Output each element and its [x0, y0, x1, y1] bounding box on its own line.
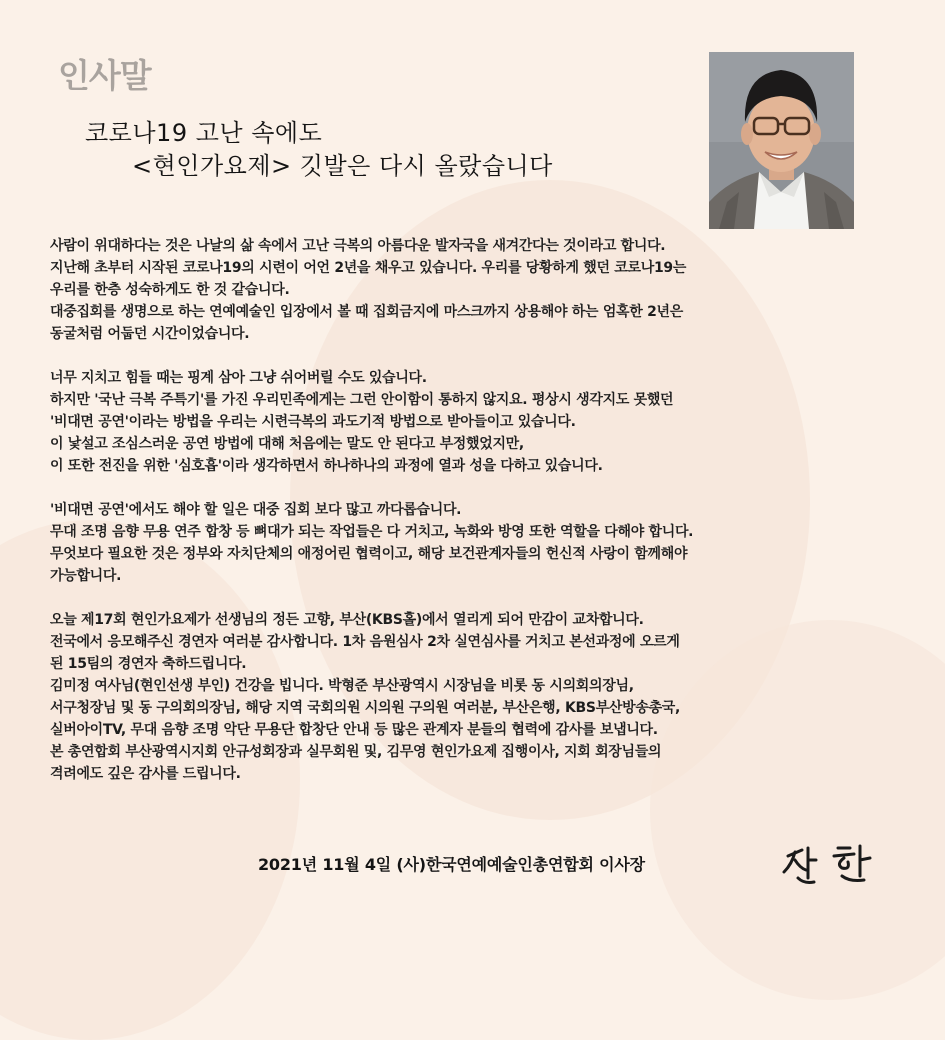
text-line: 서구청장님 및 동 구의회의장님, 해당 지역 국회의원 시의원 구의원 여러분, 부산은행, KBS부산방송총국, — [50, 700, 681, 716]
text-line: 무엇보다 필요한 것은 정부와 자치단체의 애정어린 협력이고, 해당 보건관계자들의 헌신적 사랑이 함께해야 — [50, 546, 688, 562]
text-line: 격려에도 깊은 감사를 드립니다. — [50, 766, 241, 782]
page-heading: 인사말 — [58, 57, 151, 94]
paragraph-1 — [50, 235, 920, 345]
text-line: 대중집회를 생명으로 하는 연예예술인 입장에서 볼 때 집회금지에 마스크까지 상용해야 하는 엄혹한 2년은 — [50, 304, 683, 320]
text-line: '비대면 공연'이라는 방법을 우리는 시련극복의 과도기적 방법으로 받아들이고 있습니다. — [50, 414, 576, 430]
text-line: 무대 조명 음향 무용 연주 합창 등 뼈대가 되는 작업들은 다 거치고, 녹화와 방영 또한 역할을 다해야 합니다. — [50, 524, 694, 540]
text-line: 김미정 여사님(현인선생 부인) 건강을 빕니다. 박형준 부산광역시 시장님을 비롯 동 시의회의장님, — [50, 678, 634, 694]
portrait-icon — [709, 52, 854, 229]
headline-line-2: <현인가요제> 깃발은 다시 올랐습니다 — [132, 152, 553, 180]
paragraph-4 — [50, 609, 920, 785]
text-line: 우리를 한층 성숙하게도 한 것 같습니다. — [50, 282, 290, 298]
text-line: 된 15팀의 경연자 축하드립니다. — [50, 656, 247, 672]
text-line: 실버아이TV, 무대 음향 조명 악단 무용단 합창단 안내 등 많은 관계자 분들의 협력에 감사를 보냅니다. — [50, 722, 658, 738]
text-line: 이 또한 전진을 위한 '심호흡'이라 생각하면서 하나하나의 과정에 열과 성을 다하고 있습니다. — [50, 458, 603, 474]
headline-line-1: 코로나19 고난 속에도 — [85, 119, 323, 147]
text-line: 지난해 초부터 시작된 코로나19의 시련이 어언 2년을 채우고 있습니다. 우리를 당황하게 했던 코로나19는 — [50, 260, 687, 276]
paragraph-2 — [50, 367, 920, 477]
text-line: 이 낯설고 조심스러운 공연 방법에 대해 처음에는 말도 안 된다고 부정했었지만, — [50, 436, 524, 452]
text-line: 너무 지치고 힘들 때는 핑계 삼아 그냥 쉬어버릴 수도 있습니다. — [50, 370, 427, 386]
text-line: 가능합니다. — [50, 568, 122, 584]
handwritten-signature-icon — [780, 838, 880, 888]
text-line: 하지만 '국난 극복 주특기'를 가진 우리민족에게는 그런 안이함이 통하지 않지요. 평상시 생각지도 못했던 — [50, 392, 674, 408]
text-line: '비대면 공연'에서도 해야 할 일은 대중 집회 보다 많고 까다롭습니다. — [50, 502, 462, 518]
signature-line: 2021년 11월 4일 (사)한국연예예술인총연합회 이사장 — [258, 855, 645, 874]
text-line: 본 총연합회 부산광역시지회 안규성회장과 실무회원 및, 김무영 현인가요제 집행이사, 지회 회장님들의 — [50, 744, 662, 760]
portrait-photo — [709, 52, 854, 229]
text-line: 오늘 제17회 현인가요제가 선생님의 정든 고향, 부산(KBS홀)에서 열리게 되어 만감이 교차합니다. — [50, 612, 644, 628]
text-line: 전국에서 응모해주신 경연자 여러분 감사합니다. 1차 음원심사 2차 실연심사를 거치고 본선과정에 오르게 — [50, 634, 680, 650]
text-line: 사람이 위대하다는 것은 나날의 삶 속에서 고난 극복의 아름다운 발자국을 새겨간다는 것이라고 합니다. — [50, 238, 666, 254]
greeting-body — [50, 235, 920, 807]
paragraph-3 — [50, 499, 920, 587]
text-line: 동굴처럼 어둡던 시간이었습니다. — [50, 326, 250, 342]
